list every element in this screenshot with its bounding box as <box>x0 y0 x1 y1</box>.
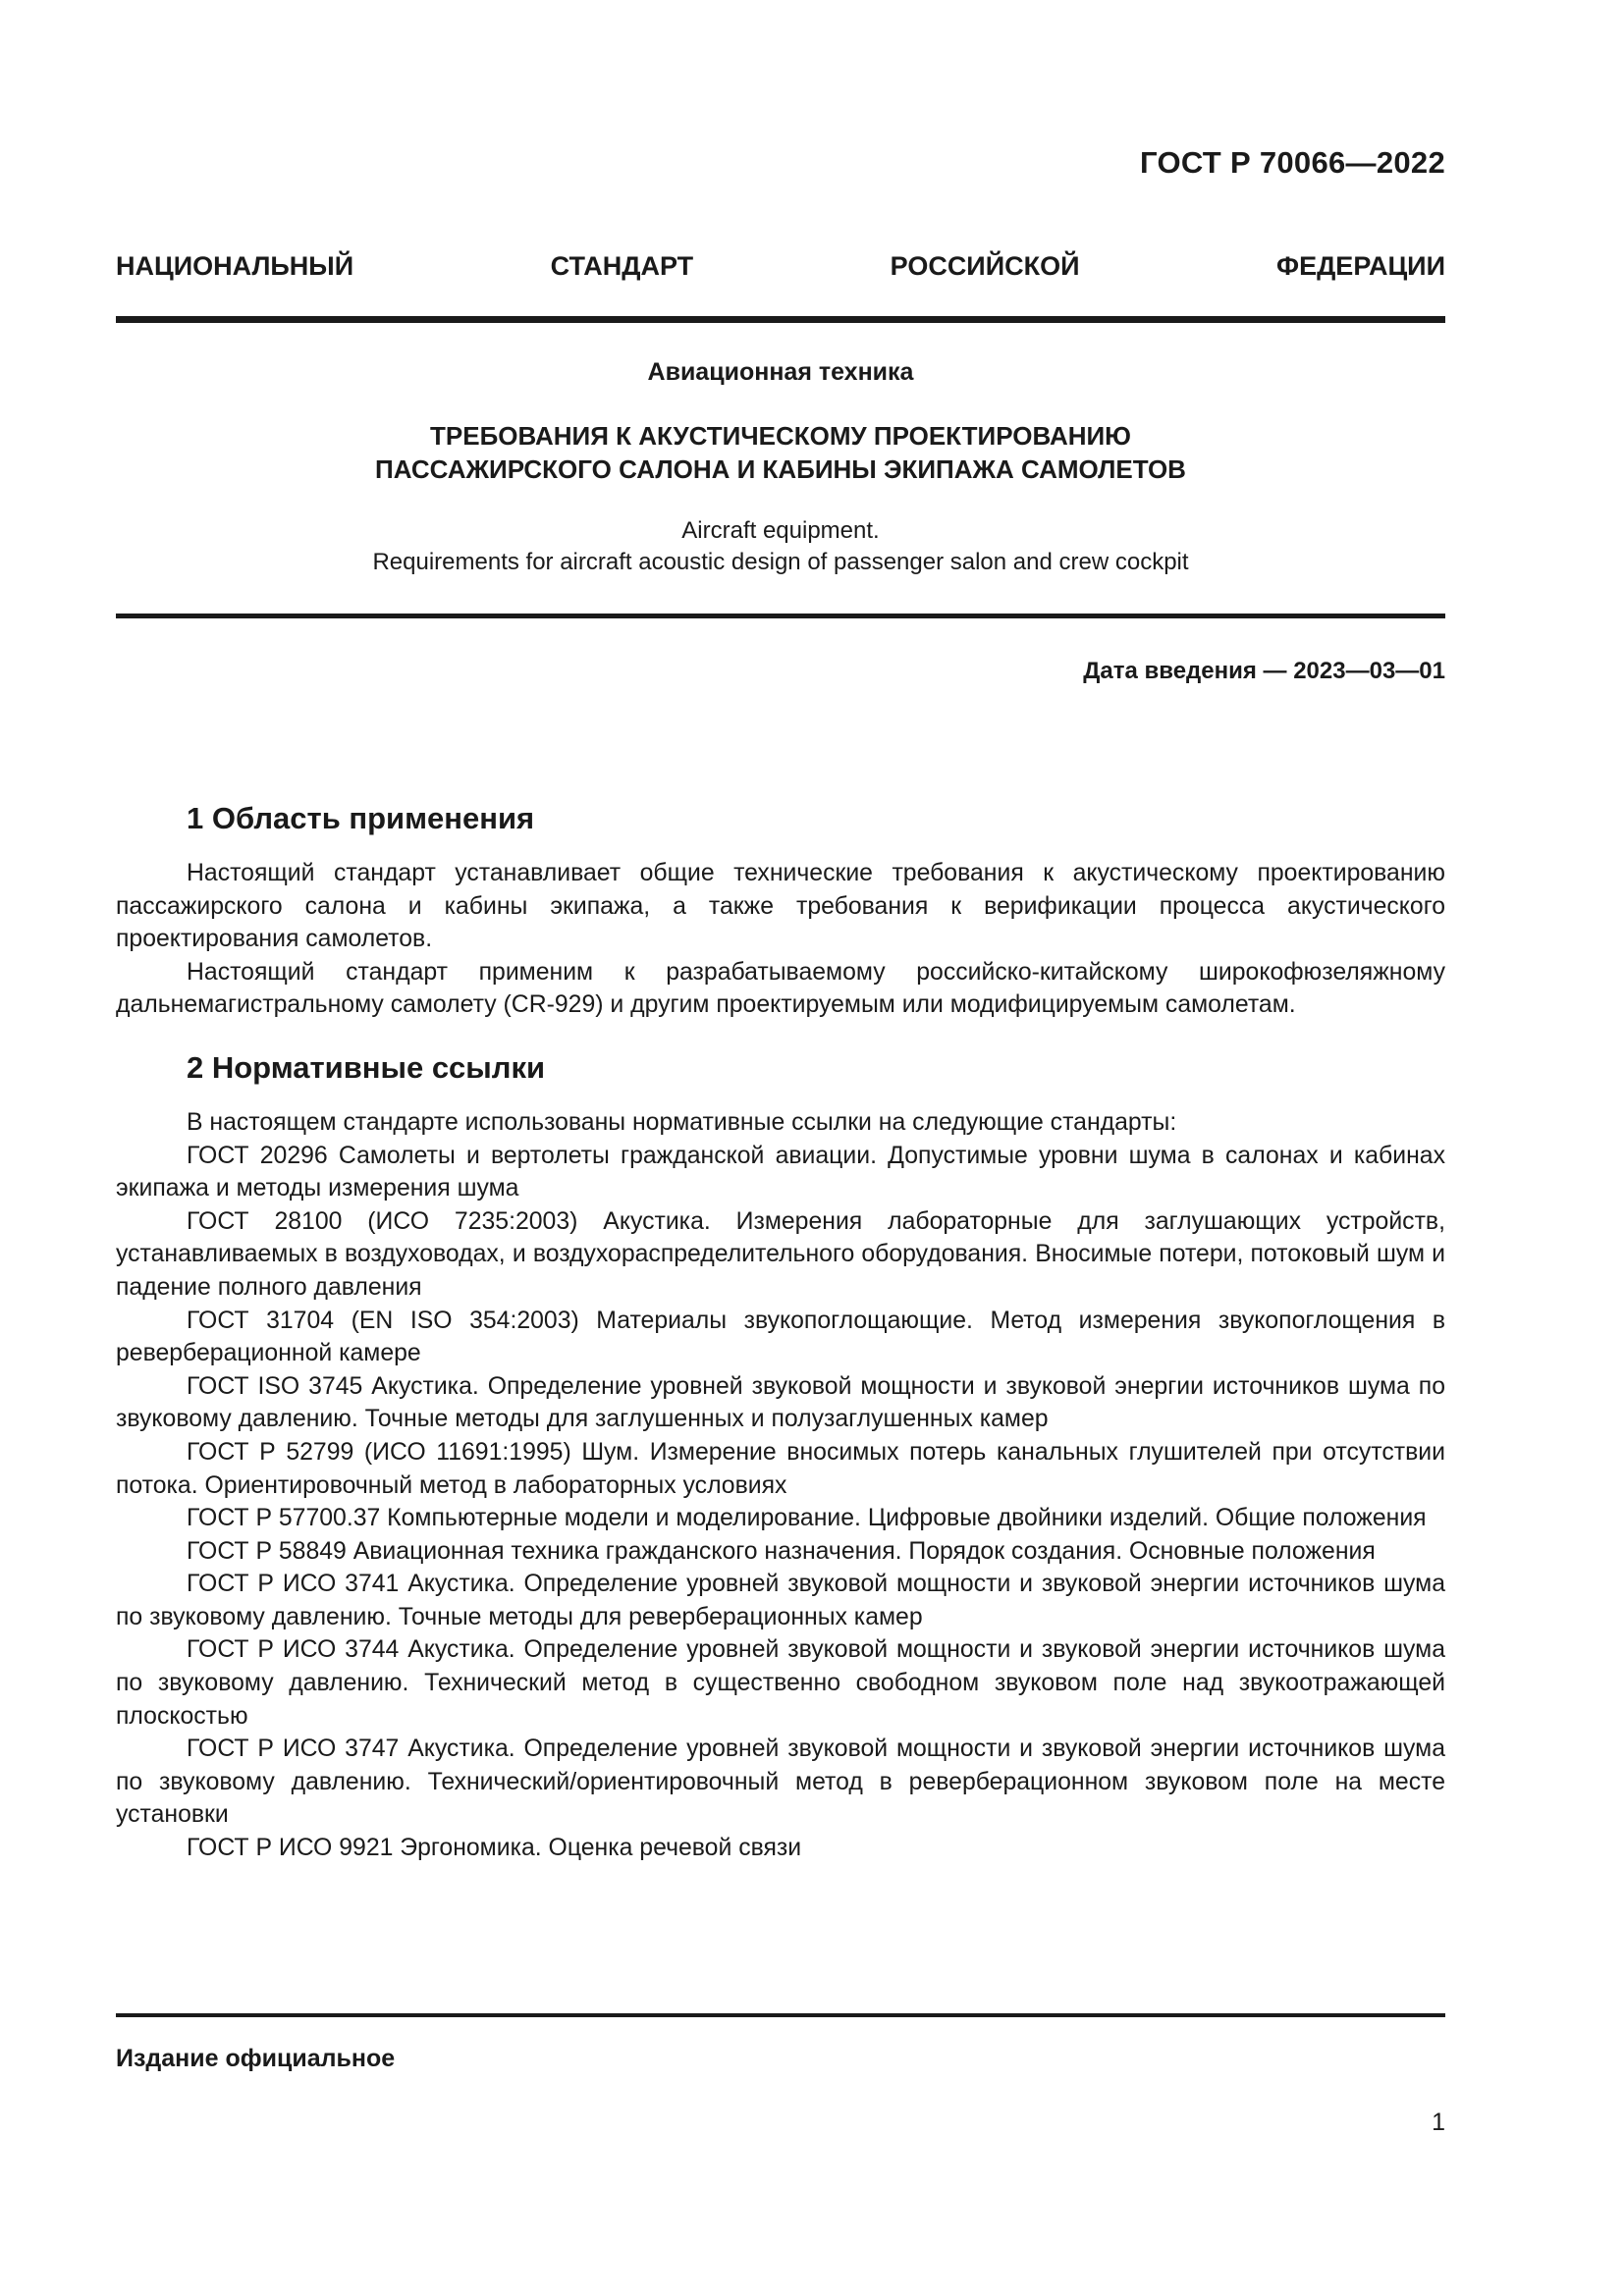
document-body <box>116 800 1445 1865</box>
reference-item: ГОСТ Р ИСО 3747 Акустика. Определение уровней звуковой мощности и звуковой энергии источников шума по звуковому давлению. Технический/ориентировочный метод в реверберационном звуковом поле на месте установки <box>116 1735 1445 1829</box>
reference-item: ГОСТ Р 57700.37 Компьютерные модели и моделирование. Цифровые двойники изделий. Общие положения <box>187 1505 1427 1532</box>
english-title-line-2: Requirements for aircraft acoustic design of passenger salon and crew cockpit <box>372 549 1189 575</box>
official-edition-label: Издание официальное <box>116 2045 396 2072</box>
title-line-1: ТРЕБОВАНИЯ К АКУСТИЧЕСКОМУ ПРОЕКТИРОВАНИЮ <box>430 421 1131 451</box>
document-code: ГОСТ Р 70066—2022 <box>1140 145 1445 180</box>
title-line-2: ПАССАЖИРСКОГО САЛОНА И КАБИНЫ ЭКИПАЖА САМОЛЕТОВ <box>375 454 1186 484</box>
reference-item: ГОСТ Р 52799 (ИСО 11691:1995) Шум. Измерение вносимых потерь канальных глушителей при отсутствии потока. Ориентировочный метод в лабораторных условиях <box>116 1438 1445 1499</box>
reference-item: ГОСТ Р 58849 Авиационная техника гражданского назначения. Порядок создания. Основные положения <box>187 1537 1376 1565</box>
page-number: 1 <box>1432 2109 1445 2136</box>
reference-item: ГОСТ 31704 (EN ISO 354:2003) Материалы звукопоглощающие. Метод измерения звукопоглощения в реверберационной камере <box>116 1307 1445 1367</box>
introduction-date: Дата введения — 2023—03—01 <box>1083 658 1445 684</box>
title-rule <box>116 614 1445 618</box>
english-title <box>116 515 1445 578</box>
section-1-paragraph-1: Настоящий стандарт устанавливает общие технические требования к акустическому проектированию пассажирского салона и кабины экипажа, а также требования к верификации процесса акустического проектирования самолетов. <box>116 860 1445 953</box>
footer-rule <box>116 2013 1445 2017</box>
section-1-heading: 1 Область применения <box>187 801 535 835</box>
section-2-heading: 2 Нормативные ссылки <box>187 1049 546 1085</box>
top-rule <box>116 316 1445 323</box>
subject-line: Авиационная техника <box>647 358 914 386</box>
section-2-lead: В настоящем стандарте использованы нормативные ссылки на следующие стандарты: <box>187 1108 1177 1136</box>
national-standard-banner: НАЦИОНАЛЬНЫЙ СТАНДАРТ РОССИЙСКОЙ ФЕДЕРАЦИИ <box>116 251 1445 281</box>
reference-item: ГОСТ Р ИСО 3741 Акустика. Определение уровней звуковой мощности и звуковой энергии источников шума по звуковому давлению. Точные методы для реверберационных камер <box>116 1571 1445 1630</box>
english-title-line-1: Aircraft equipment. <box>681 517 880 544</box>
reference-item: ГОСТ 20296 Самолеты и вертолеты гражданской авиации. Допустимые уровни шума в салонах и кабинах экипажа и методы измерения шума <box>116 1142 1445 1202</box>
reference-item: ГОСТ Р ИСО 3744 Акустика. Определение уровней звуковой мощности и звуковой энергии источников шума по звуковому давлению. Технический метод в существенно свободном звуковом поле над звукоотражающей плоскостью <box>116 1636 1445 1730</box>
reference-item: ГОСТ 28100 (ИСО 7235:2003) Акустика. Измерения лабораторные для заглушающих устройств, устанавливаемых в воздуховодах, и воздухораспределительного оборудования. Вносимые потери, потоковый шум и падение полного давления <box>116 1207 1445 1301</box>
reference-item: ГОСТ ISO 3745 Акустика. Определение уровней звуковой мощности и звуковой энергии источников шума по звуковому давлению. Точные методы для заглушенных и полузаглушенных камер <box>116 1372 1445 1433</box>
reference-item: ГОСТ Р ИСО 9921 Эргономика. Оценка речевой связи <box>187 1835 802 1862</box>
document-title <box>116 419 1445 486</box>
section-1-paragraph-2: Настоящий стандарт применим к разрабатываемому российско-китайскому широкофюзеляжному дальнемагистральному самолету (CR-929) и другим проектируемым или модифицируемым самолетам. <box>116 958 1445 1019</box>
